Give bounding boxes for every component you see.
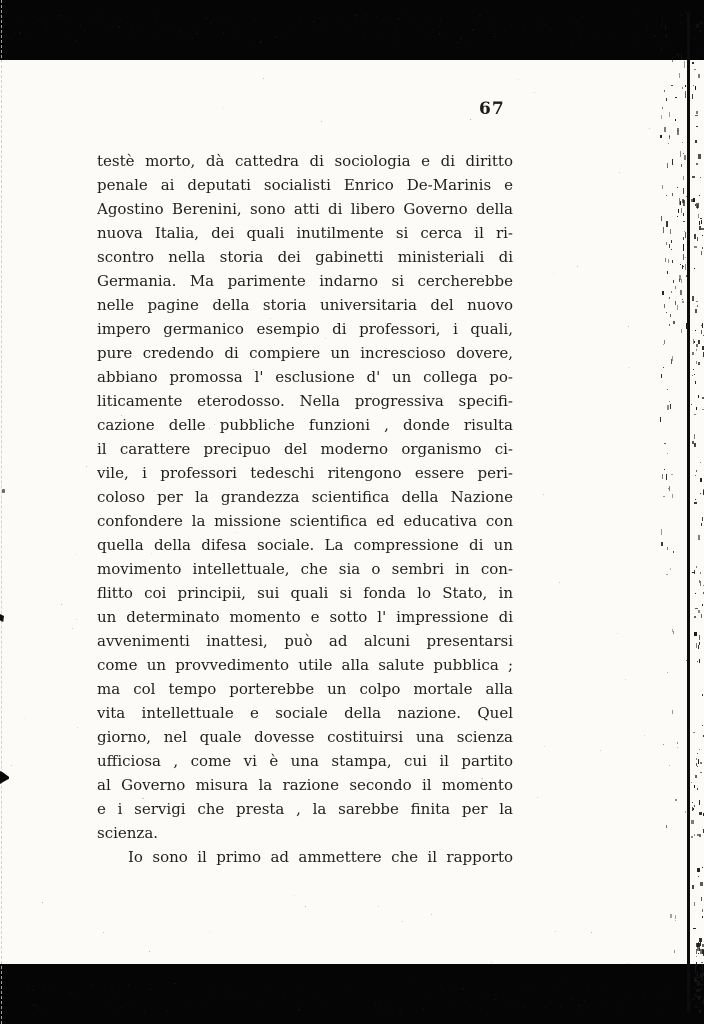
text-line: il carattere precipuo del moderno organismo ci- bbox=[97, 440, 513, 458]
text-line: ma col tempo porterebbe un colpo mortale alla bbox=[97, 680, 513, 698]
page-number: 67 bbox=[479, 99, 505, 119]
text-line: movimento intellettuale, che sia o sembri in con- bbox=[97, 560, 513, 578]
text-line: liticamente eterodosso. Nella progressiva specifi- bbox=[97, 392, 513, 410]
text-line: e i servigi che presta , la sarebbe finita per la bbox=[97, 800, 513, 818]
text-line: confondere la missione scientifica ed educativa con bbox=[97, 512, 513, 530]
text-line: coloso per la grandezza scientifica della Nazione bbox=[97, 488, 513, 506]
text-line: nelle pagine della storia universitaria del nuovo bbox=[97, 296, 513, 314]
text-line: Agostino Berenini, sono atti di libero Governo della bbox=[97, 200, 513, 218]
text-line: quella della difesa sociale. La compressione di un bbox=[97, 536, 513, 554]
text-line: vile, i professori tedeschi ritengono essere peri- bbox=[97, 464, 513, 482]
text-line: avvenimenti inattesi, può ad alcuni presentarsi bbox=[97, 632, 513, 650]
text-line: Germania. Ma parimente indarno si cercherebbe bbox=[97, 272, 513, 290]
text-block bbox=[97, 149, 513, 869]
top-edge-shadow bbox=[0, 0, 704, 60]
bottom-edge-shadow bbox=[0, 964, 704, 1024]
text-line: impero germanico esempio di professori, i quali, bbox=[97, 320, 513, 338]
top-right-corner-shadow bbox=[620, 0, 704, 60]
book-spine-edge-line bbox=[687, 12, 690, 1012]
text-line: nuova Italia, dei quali inutilmente si cerca il ri- bbox=[97, 224, 513, 242]
margin-tiny-mark bbox=[2, 489, 5, 493]
text-line: flitto coi principii, sui quali si fonda lo Stato, in bbox=[97, 584, 513, 602]
text-line: penale ai deputati socialisti Enrico De-Marinis e bbox=[97, 176, 513, 194]
text-line: vita intellettuale e sociale della nazione. Quel bbox=[97, 704, 513, 722]
text-line: ufficiosa , come vi è una stampa, cui il partito bbox=[97, 752, 513, 770]
text-line: testè morto, dà cattedra di sociologia e di diritto bbox=[97, 152, 513, 170]
margin-arrow-mark bbox=[0, 771, 9, 784]
text-line: un determinato momento e sotto l' impressione di bbox=[97, 608, 513, 626]
text-line: scontro nella storia dei gabinetti ministeriali di bbox=[97, 248, 513, 266]
text-line: giorno, nel quale dovesse costituirsi una scienza bbox=[97, 728, 513, 746]
text-line: scienza. bbox=[97, 824, 159, 842]
text-line: al Governo misura la razione secondo il momento bbox=[97, 776, 513, 794]
text-line: cazione delle pubbliche funzioni , donde risulta bbox=[97, 416, 513, 434]
left-margin-dotted-line bbox=[1, 0, 2, 1024]
text-line: come un provvedimento utile alla salute pubblica ; bbox=[97, 656, 513, 674]
text-line: abbiano promossa l' esclusione d' un collega po- bbox=[97, 368, 513, 386]
text-line: Io sono il primo ad ammettere che il rapporto bbox=[128, 848, 513, 866]
text-line: pure credendo di compiere un increscioso dovere, bbox=[97, 344, 513, 362]
